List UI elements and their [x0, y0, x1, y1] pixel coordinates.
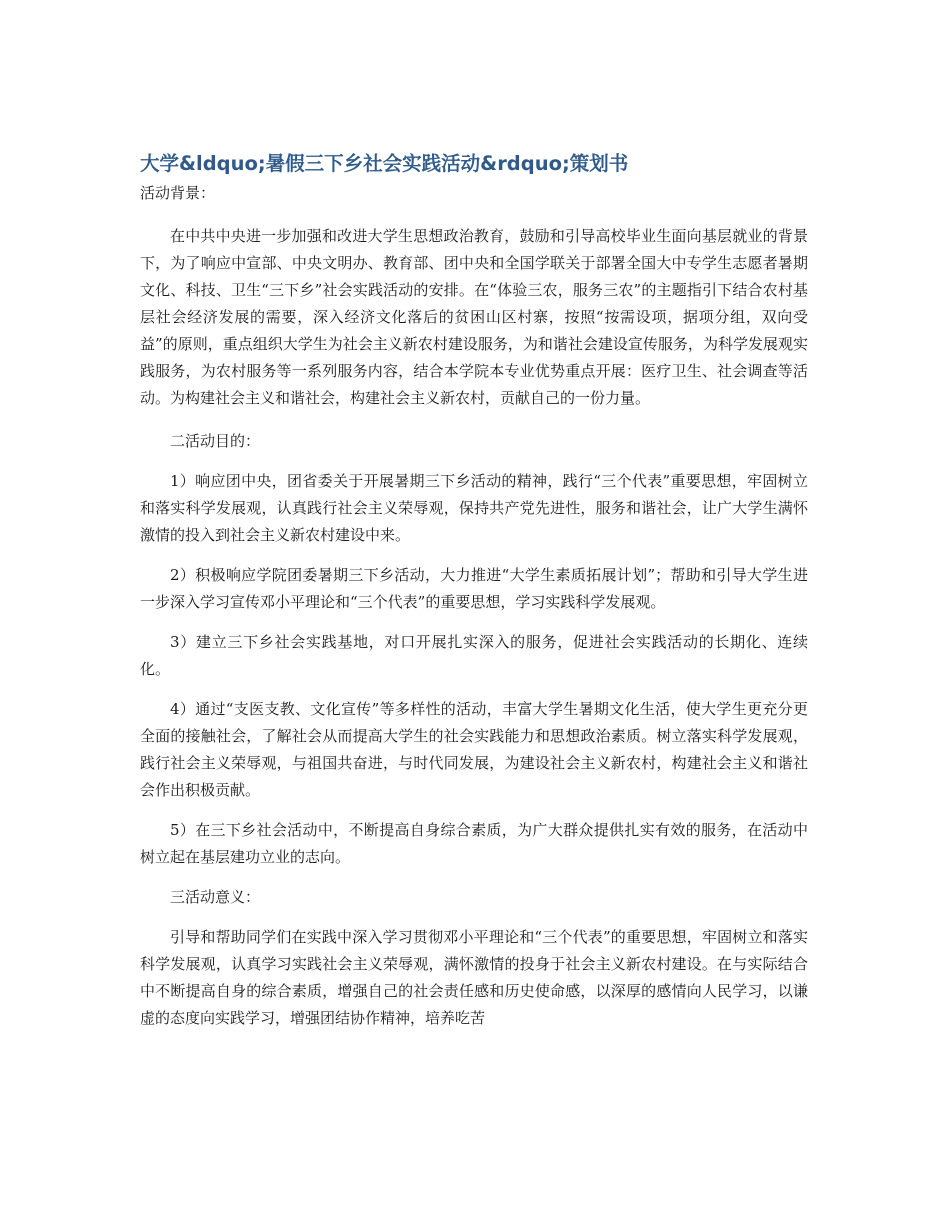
document-title: 大学&ldquo;暑假三下乡社会实践活动&rdquo;策划书	[140, 152, 629, 175]
purpose-item-5: 5）在三下乡社会活动中，不断提高自身综合素质，为广大群众提供扎实有效的服务，在活动中树立起在基层建功立业的志向。	[140, 821, 808, 866]
purpose-item-1: 1）响应团中央，团省委关于开展暑期三下乡活动的精神，践行“三个代表”重要思想，牢固树立和落实科学发展观，认真践行社会主义荣辱观，保持共产党先进性，服务和谐社会，让广大学生满怀激情的投入到社会主义新农村建设中来。	[140, 472, 808, 544]
purpose-item-2: 2）积极响应学院团委暑期三下乡活动，大力推进“大学生素质拓展计划”；帮助和引导大学生进一步深入学习宣传邓小平理论和“三个代表”的重要思想，学习实践科学发展观。	[140, 566, 808, 611]
document-page	[140, 150, 808, 1032]
significance-paragraph: 引导和帮助同学们在实践中深入学习贯彻邓小平理论和“三个代表”的重要思想，牢固树立和落实科学发展观，认真学习实践社会主义荣辱观，满怀激情的投身于社会主义新农村建设。在与实际结合中不断提高自身的综合素质，增强自己的社会责任感和历史使命感，以深厚的感情向人民学习，以谦虚的态度向实践学习，增强团结协作精神，培养吃苦	[140, 928, 808, 1027]
significance-heading: 三活动意义：	[170, 888, 261, 906]
background-paragraph: 在中共中央进一步加强和改进大学生思想政治教育，鼓励和引导高校毕业生面向基层就业的背景下，为了响应中宣部、中央文明办、教育部、团中央和全国学联关于部署全国大中专学生志愿者暑期文化、科技、卫生“三下乡”社会实践活动的安排。在“体验三农，服务三农”的主题指引下结合农村基层社会经济发展的需要，深入经济文化落后的贫困山区村寨，按照“按需设项，据项分组，双向受益”的原则，重点组织大学生为社会主义新农村建设服务，为和谐社会建设宣传服务，为科学发展观实践服务，为农村服务等一系列服务内容，结合本学院本专业优势重点开展：医疗卫生、社会调查等活动。为构建社会主义和谐社会，构建社会主义新农村，贡献自己的一份力量。	[140, 227, 808, 407]
purpose-item-3: 3）建立三下乡社会实践基地，对口开展扎实深入的服务，促进社会实践活动的长期化、连续化。	[140, 633, 808, 678]
purpose-item-4: 4）通过“支医支教、文化宣传”等多样性的活动，丰富大学生暑期文化生活，使大学生更充分更全面的接触社会，了解社会从而提高大学生的社会实践能力和思想政治素质。树立落实科学发展观，践行社会主义荣辱观，与祖国共奋进，与时代同发展，为建设社会主义新农村，构建社会主义和谐社会作出积极贡献。	[140, 700, 808, 799]
purpose-heading: 二活动目的：	[170, 432, 261, 450]
background-label: 活动背景：	[140, 184, 216, 202]
